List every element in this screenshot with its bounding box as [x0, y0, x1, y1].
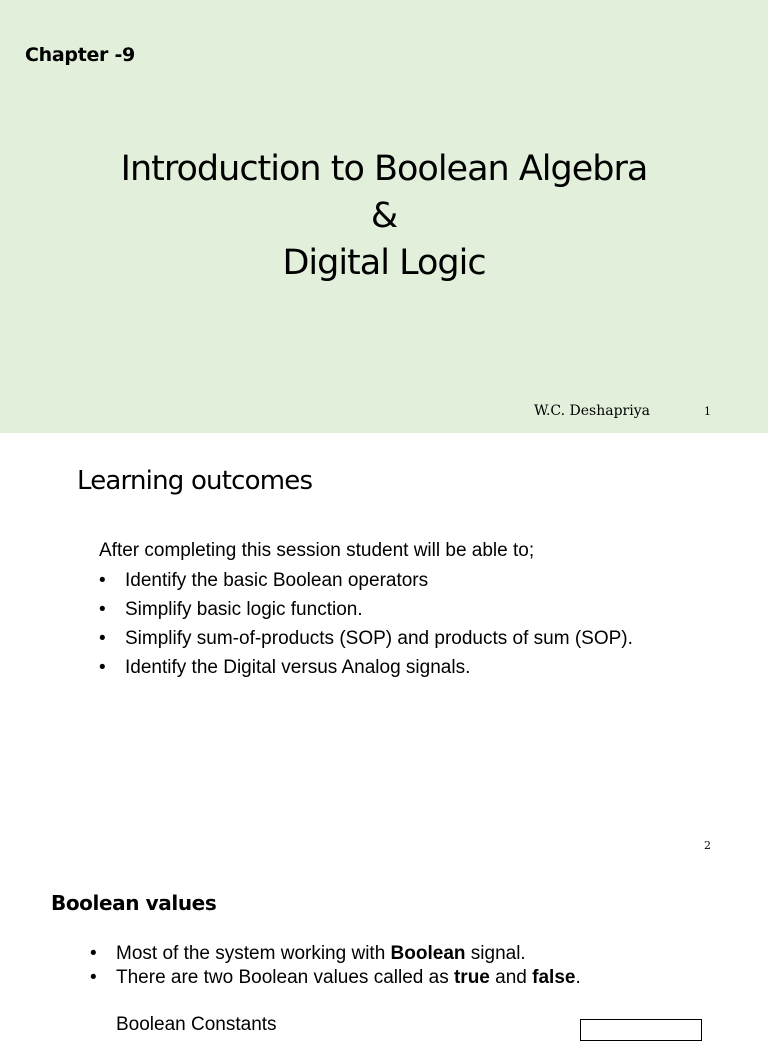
boolean-values-list — [90, 942, 730, 990]
list-item: • Identify the basic Boolean operators — [99, 569, 639, 593]
text-span: signal. — [465, 943, 526, 964]
boolean-values-slide — [0, 865, 768, 1035]
learning-outcomes-intro: After completing this session student will be able to; — [99, 540, 535, 561]
list-item — [90, 942, 730, 966]
boolean-constants-subheading: Boolean Constants — [116, 1014, 277, 1035]
list-item: • Identify the Digital versus Analog signals. — [99, 656, 639, 680]
page-number-1: 1 — [704, 405, 711, 418]
bold-text: false — [532, 967, 576, 988]
page-number-2: 2 — [704, 839, 711, 852]
bold-text: Boolean — [390, 943, 466, 964]
text-span: and — [489, 967, 533, 988]
diagram-box — [580, 1019, 702, 1041]
learning-outcomes-heading: Learning outcomes — [77, 466, 313, 496]
list-item — [90, 966, 730, 990]
title-line-1: Introduction to Boolean Algebra — [120, 149, 648, 189]
text-span: There are two Boolean values called as — [116, 967, 454, 988]
title-slide — [0, 0, 768, 433]
slide-title — [0, 146, 768, 287]
author-name: W.C. Deshapriya — [534, 403, 650, 419]
list-item: • Simplify sum-of-products (SOP) and products of sum (SOP). — [99, 627, 639, 651]
bold-text: true — [453, 967, 490, 988]
list-item: • Simplify basic logic function. — [99, 598, 639, 622]
learning-outcomes-list — [99, 569, 639, 685]
boolean-values-heading: Boolean values — [51, 891, 217, 915]
text-span: . — [575, 967, 581, 988]
title-line-3: Digital Logic — [282, 243, 486, 283]
title-line-2: & — [370, 196, 398, 236]
learning-outcomes-slide — [0, 433, 768, 865]
text-span: Most of the system working with — [116, 943, 391, 964]
chapter-label: Chapter -9 — [25, 44, 135, 66]
